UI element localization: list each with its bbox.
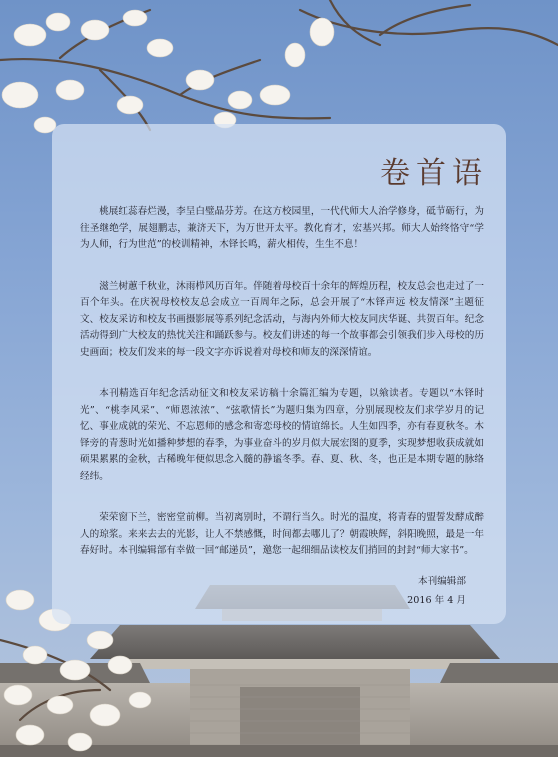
paragraph: 桃展红蕊春烂漫，李呈白璧晶芬芳。在这方校园里，一代代师大人治学修身，砥节砺行，为往圣继绝学，展翅鹏志，兼济天下，为万世开太平。教化育才，宏基兴邦。师大人始终恪守“学为人师，行为世范”的校训精神，木铎长鸣，薪火相传，生生不息！: [80, 206, 484, 250]
paragraph: 荣荣窗下兰，密密堂前柳。当初离别时，不谓行当久。时光的温度，将青春的盟誓发酵成醉人的琼浆。来来去去的光影，让人不禁感慨，时间都去哪儿了？朝霞映辉，斜阳晚照，最是一年春好时。本刊编辑部有幸做一回“邮递员”，邀您一起细细品读校友们捎回的封封“师大家书”。: [80, 512, 484, 556]
signature-block: [407, 572, 466, 610]
paragraph: 滋兰树蕙千秋业，沐雨栉风历百年。伴随着母校百十余年的辉煌历程，校友总会也走过了一百个年头。在庆祝母校校友总会成立一百周年之际，总会开展了“木铎声远 校友情深”主题征文、校友采访和校友书画摄影展等系列纪念活动，与海内外师大校友同庆华诞、共贺百年。纪念活动得到广大校友的热忱关注和踊跃参与。校友们讲述的每一个故事都会引领我们步入母校的历史画面；校友们发来的每一段文字亦诉说着对母校和师友的深深情谊。: [80, 280, 484, 358]
article-body: [80, 204, 484, 585]
signature-author: 本刊编辑部: [418, 576, 466, 587]
signature-date: 2016 年 4 月: [407, 595, 466, 606]
page-title: 卷首语: [380, 156, 488, 191]
paragraph: 本刊精选百年纪念活动征文和校友采访稿十余篇汇编为专题，以飨读者。专题以“木铎时光”、“桃李风采”、“师恩浓浓”、“弦歌情长”为题归集为四章，分别展现校友们求学岁月的记忆、事业成就的荣光、不忘恩师的感念和寄恋母校的情谊绵长。人生如四季，亦有春夏秋冬。木铎旁的青葱时光如播种梦想的春季，为事业奋斗的岁月似大展宏图的夏季，实现梦想收获成就如硕果累累的金秋，古稀晚年便似思念入髓的静谧冬季。春、夏、秋、冬，也正是本期专题的脉络经纬。: [80, 388, 484, 482]
